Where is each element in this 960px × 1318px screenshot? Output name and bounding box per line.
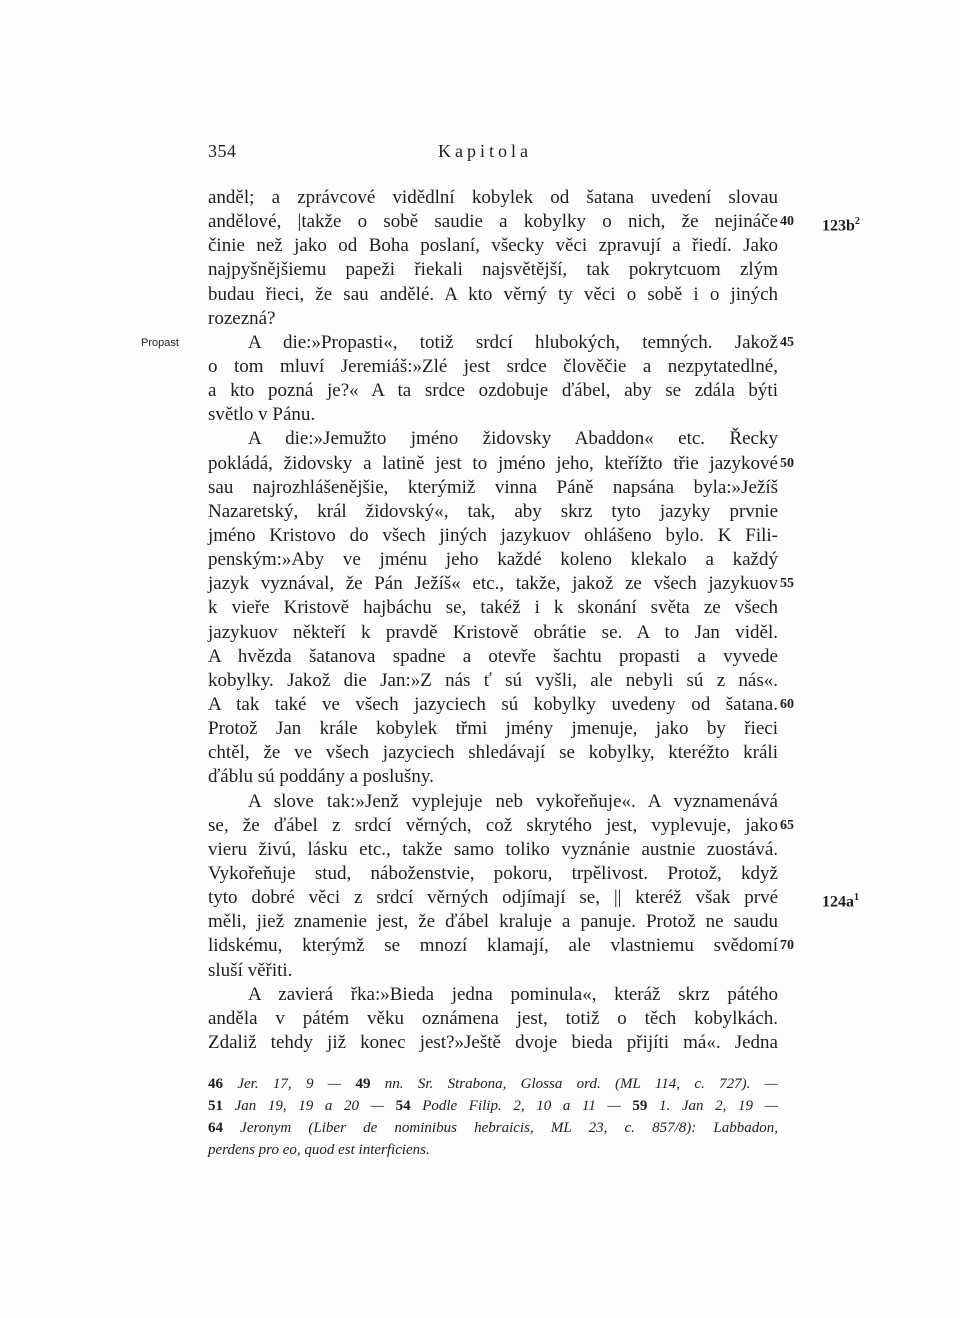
text-line-content: andělové, |takže o sobě saudie a kobylky o nich, že nejináče xyxy=(208,211,778,233)
text-line xyxy=(208,934,794,958)
text-line xyxy=(208,693,794,717)
footnote-line-ref: 51 xyxy=(208,1098,223,1114)
text-line xyxy=(208,1031,778,1055)
text-line-content: o tom mluví Jeremiáš:»Zlé jest srdce člověčie a nezpytatedlné, xyxy=(208,355,778,377)
text-line-content: jazyk vyznával, že Pán Ježíš« etc., takže, jakož ze všech jazykuov xyxy=(208,573,778,595)
folio-marker xyxy=(822,210,860,238)
text-line xyxy=(208,548,778,572)
footnote-line-ref: 59 xyxy=(632,1098,648,1114)
footnote-text: perdens pro eo, quod est interficiens. xyxy=(208,1142,430,1158)
text-line-content: sau najrozhlášenějšie, kterýmiž vinna Páně napsána byla:»Ježíš xyxy=(208,476,778,498)
text-line xyxy=(208,645,778,669)
text-line-content: jazykuov někteří k pravdě Kristově obrátie se. A to Jan viděl. xyxy=(208,621,778,643)
text-line xyxy=(208,862,778,886)
folio-superscript: 2 xyxy=(854,216,860,228)
text-line-content: pokládá, židovsky a latině jest to jméno jeho, kteřížto třie jazykové xyxy=(208,452,778,474)
text-line-content: se, že ďábel z srdcí věrných, což skrytého jest, vyplevuje, jako xyxy=(208,814,778,836)
text-line-content: kobylky. Jakož die Jan:»Z nás ť sú vyšli, ale nebyli sú z nás«. xyxy=(208,669,778,691)
text-line xyxy=(208,307,778,331)
text-line xyxy=(208,596,778,620)
footnote-text: Podle Filip. 2, 10 a 11 — xyxy=(410,1098,633,1114)
text-line-content: a kto pozná je?« A ta srdce ozdobuje ďábel, aby se zdála býti xyxy=(208,380,778,402)
text-line xyxy=(208,959,778,983)
page-number: 354 xyxy=(208,141,237,161)
text-line-content: rozezná? xyxy=(208,307,276,329)
text-line xyxy=(208,886,859,911)
text-line-content: vieru živú, lásku etc., takže samo toliko vyznánie austnie zuostává. xyxy=(208,838,778,860)
text-line xyxy=(208,621,778,645)
text-line xyxy=(208,355,778,379)
footnote-line-ref: 49 xyxy=(355,1076,371,1092)
line-number: 70 xyxy=(780,938,794,954)
text-line xyxy=(208,572,794,596)
folio-number: 123b xyxy=(822,217,855,235)
text-line xyxy=(208,717,778,741)
text-line xyxy=(208,910,778,934)
folio-superscript: 1 xyxy=(854,892,859,904)
text-line xyxy=(208,814,794,838)
text-line xyxy=(208,765,778,789)
text-line-content: A tak také ve všech jazyciech sú kobylky uvedeny od šatana. xyxy=(208,693,778,715)
text-line-content: ďáblu sú poddány a poslušny. xyxy=(208,766,434,788)
footnote-line xyxy=(208,1095,778,1117)
text-line xyxy=(208,258,778,282)
text-line xyxy=(208,790,778,814)
main-text xyxy=(141,186,860,1055)
line-number: 50 xyxy=(780,455,794,471)
text-line-content: Protož Jan krále kobylek třmi jmény jmenuje, jako by řieci xyxy=(208,718,778,740)
text-line xyxy=(208,210,860,235)
footnote-line xyxy=(208,1073,778,1095)
folio-number: 124a xyxy=(822,893,854,911)
footnote-line xyxy=(208,1117,778,1139)
text-line-content: Nazaretský, král židovský«, tak, aby skrz tyto jazyky prvnie xyxy=(208,500,778,522)
margin-note: Propast xyxy=(141,336,179,349)
text-line xyxy=(208,403,778,427)
line-number: 60 xyxy=(780,696,794,712)
text-line-content: A die:»Propasti«, totiž srdcí hlubokých, temných. Jakož xyxy=(248,331,778,353)
text-line xyxy=(208,741,778,765)
footnote-line-ref: 64 xyxy=(208,1120,223,1136)
running-title: Kapitola xyxy=(438,141,532,161)
text-line-content: anděla v pátém věku oznámena jest, totiž o těch kobylkách. xyxy=(208,1007,778,1029)
footnotes xyxy=(208,1073,778,1161)
text-line-content: světlo v Pánu. xyxy=(208,404,316,426)
text-line-content: Vykořeňuje stud, náboženstvie, pokoru, trpělivost. Protož, když xyxy=(208,862,778,884)
text-line xyxy=(141,331,794,355)
text-line-content: Zdaliž tehdy již konec jest?»Ještě dvoje bieda přijíti má«. Jedna xyxy=(208,1031,778,1053)
text-line-content: sluší věřiti. xyxy=(208,959,293,981)
text-line xyxy=(208,283,778,307)
text-line-content: A die:»Jemužto jméno židovsky Abaddon« etc. Řecky xyxy=(248,428,778,450)
text-line-content: najpyšnějšiemu papeži řiekali najsvětější, tak pokrytcuom zlým xyxy=(208,259,778,281)
text-line xyxy=(208,234,778,258)
text-line xyxy=(208,500,778,524)
text-line-content: tyto dobré věci z srdcí věrných odjímají se, || kteréž však prvé xyxy=(208,887,778,909)
text-line-content: měli, jiež znamenie jest, že ďábel kraluje a panuje. Protož ne saudu xyxy=(208,911,778,933)
text-line xyxy=(208,524,778,548)
text-line xyxy=(208,983,778,1007)
footnote-line-ref: 54 xyxy=(395,1098,411,1114)
text-line xyxy=(208,186,778,210)
footnote-text: Jer. 17, 9 — xyxy=(223,1076,356,1092)
text-line-content: A slove tak:»Jenž vyplejuje neb vykořeňuje«. A vyznamenává xyxy=(248,790,778,812)
text-line-content: činie než jako od Boha poslaní, všecky věci zpravují a řiedí. Jako xyxy=(208,235,778,257)
text-line-content: anděl; a zprávcové vidědlní kobylek od šatana uvedení slovau xyxy=(208,187,778,208)
text-line-content: chtěl, že ve všech jazyciech shledávají se kobylky, kteréžto králi xyxy=(208,742,778,764)
text-line-content: budau řieci, že sau andělé. A kto věrný ty věci o sobě i o jiných xyxy=(208,283,778,305)
footnote-text: nn. Sr. Strabona, Glossa ord. (ML 114, c. 727). — xyxy=(370,1076,779,1092)
text-line xyxy=(208,452,794,476)
folio-marker xyxy=(822,886,859,914)
text-line xyxy=(208,379,778,403)
line-number: 65 xyxy=(780,817,794,833)
text-line-content: k vieře Kristově hajbáchu se, takéž i k skonání světa ze všech xyxy=(208,597,778,619)
text-line xyxy=(208,427,778,451)
footnote-line xyxy=(208,1139,778,1161)
line-number: 55 xyxy=(780,576,794,592)
text-line xyxy=(208,476,778,500)
text-line xyxy=(208,669,778,693)
text-line-content: lidskému, kterýmž se mnozí klamají, ale vlastniemu svědomí xyxy=(208,935,778,957)
footnote-text: Jan 19, 19 a 20 — xyxy=(223,1098,396,1114)
text-line xyxy=(208,1007,778,1031)
line-number: 45 xyxy=(780,334,794,350)
footnote-text: Jeronym (Liber de nominibus hebraicis, ML 23, c. 857/8): Labbadon, xyxy=(223,1120,778,1136)
text-line-content: penským:»Aby ve jménu jeho každé koleno klekalo a každý xyxy=(208,549,778,571)
line-number: 40 xyxy=(780,214,794,230)
footnote-line-ref: 46 xyxy=(208,1076,223,1092)
text-line xyxy=(208,838,778,862)
text-line-content: A hvězda šatanova spadne a otevře šachtu propasti a vyvede xyxy=(208,645,778,667)
footnote-text: 1. Jan 2, 19 — xyxy=(647,1098,778,1114)
text-line-content: A zavierá řka:»Bieda jedna pominula«, kteráž skrz pátého xyxy=(248,983,778,1005)
text-line-content: jméno Kristovo do všech jiných jazykuov ohlášeno bylo. K Fili- xyxy=(208,524,778,546)
